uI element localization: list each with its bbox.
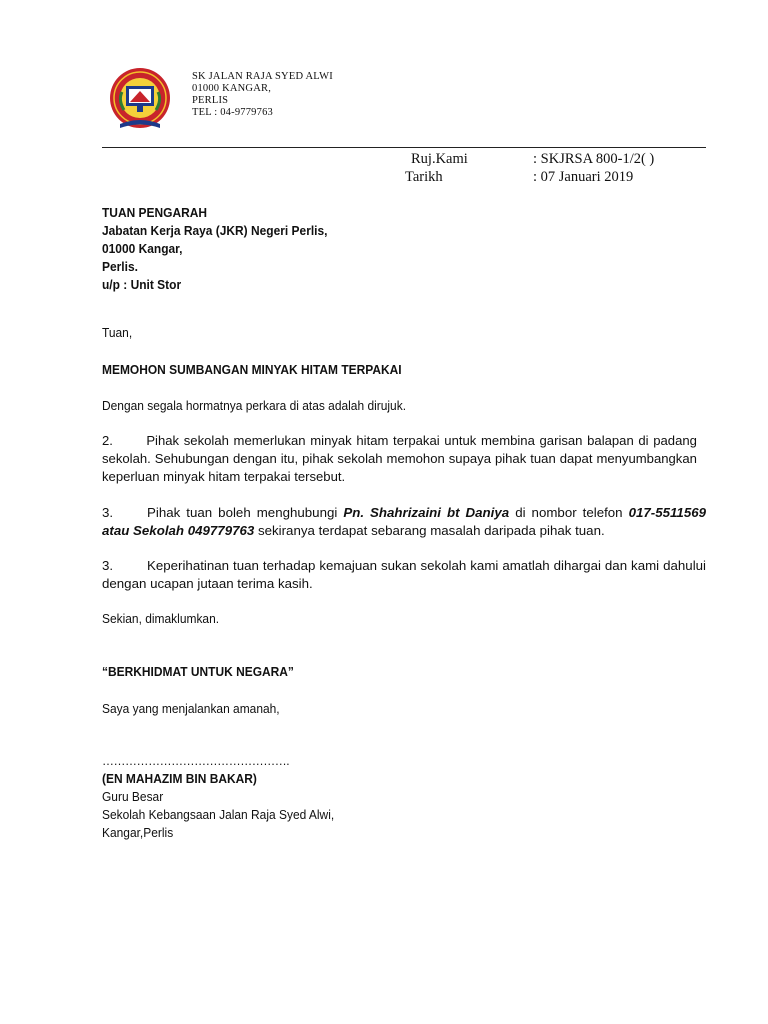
date-label: Tarikh bbox=[405, 169, 443, 185]
recipient-line: Jabatan Kerja Raya (JKR) Negeri Perlis, bbox=[102, 223, 328, 238]
header-divider bbox=[102, 147, 706, 148]
date-value: : 07 Januari 2019 bbox=[533, 169, 634, 185]
recipient-line: TUAN PENGARAH bbox=[102, 205, 208, 220]
letterhead bbox=[192, 71, 333, 119]
trust-line: Saya yang menjalankan amanah, bbox=[102, 701, 280, 716]
paragraph-4 bbox=[102, 557, 706, 593]
contact-name: Pn. Shahrizaini bt Daniya bbox=[343, 505, 510, 520]
signature-line: …………………………………………. bbox=[102, 753, 290, 768]
paragraph-number: 2. bbox=[102, 433, 113, 448]
signatory-title: Guru Besar bbox=[102, 789, 164, 804]
paragraph-3 bbox=[102, 504, 706, 540]
signatory-name: (EN MAHAZIM BIN BAKAR) bbox=[102, 771, 257, 786]
address-line2: PERLIS bbox=[192, 95, 229, 106]
paragraph-text: sekiranya terdapat sebarang masalah daripada pihak tuan. bbox=[254, 523, 605, 538]
school-tel: TEL : 04-9779763 bbox=[192, 107, 273, 118]
recipient-line: 01000 Kangar, bbox=[102, 241, 183, 256]
paragraph-2 bbox=[102, 432, 697, 486]
signatory-location: Kangar,Perlis bbox=[102, 825, 174, 840]
salutation: Tuan, bbox=[102, 325, 133, 340]
paragraph-text: Pihak tuan boleh menghubungi bbox=[147, 505, 344, 520]
address-line1: 01000 KANGAR, bbox=[192, 83, 272, 94]
motto: “BERKHIDMAT UNTUK NEGARA” bbox=[102, 664, 294, 679]
subject-line: MEMOHON SUMBANGAN MINYAK HITAM TERPAKAI bbox=[102, 362, 402, 377]
ref-label: Ruj.Kami bbox=[411, 151, 468, 167]
paragraph-text: di nombor telefon bbox=[509, 505, 629, 520]
signatory-school: Sekolah Kebangsaan Jalan Raja Syed Alwi, bbox=[102, 807, 335, 822]
closing-line: Sekian, dimaklumkan. bbox=[102, 611, 220, 626]
opening-line: Dengan segala hormatnya perkara di atas adalah dirujuk. bbox=[102, 398, 407, 413]
recipient-line: u/p : Unit Stor bbox=[102, 277, 182, 292]
paragraph-number: 3. bbox=[102, 505, 114, 520]
recipient-line: Perlis. bbox=[102, 259, 138, 274]
school-logo bbox=[106, 66, 174, 134]
school-name: SK JALAN RAJA SYED ALWI bbox=[192, 71, 333, 82]
paragraph-text: Pihak sekolah memerlukan minyak hitam terpakai untuk membina garisan balapan di padang sekolah. Sehubungan dengan itu, pihak sekolah memohon supaya pihak tuan dapat menyumbangkan keperluan minyak hitam terpakai tersebut. bbox=[102, 433, 697, 484]
ref-value: : SKJRSA 800-1/2( ) bbox=[533, 151, 655, 167]
paragraph-text: Keperihatinan tuan terhadap kemajuan sukan sekolah kami amatlah dihargai dan kami dahului dengan ucapan jutaan terima kasih. bbox=[102, 558, 706, 591]
contact-phone: 017-5511569 atau Sekolah 049779763 bbox=[102, 505, 707, 538]
paragraph-number: 3. bbox=[102, 558, 114, 573]
